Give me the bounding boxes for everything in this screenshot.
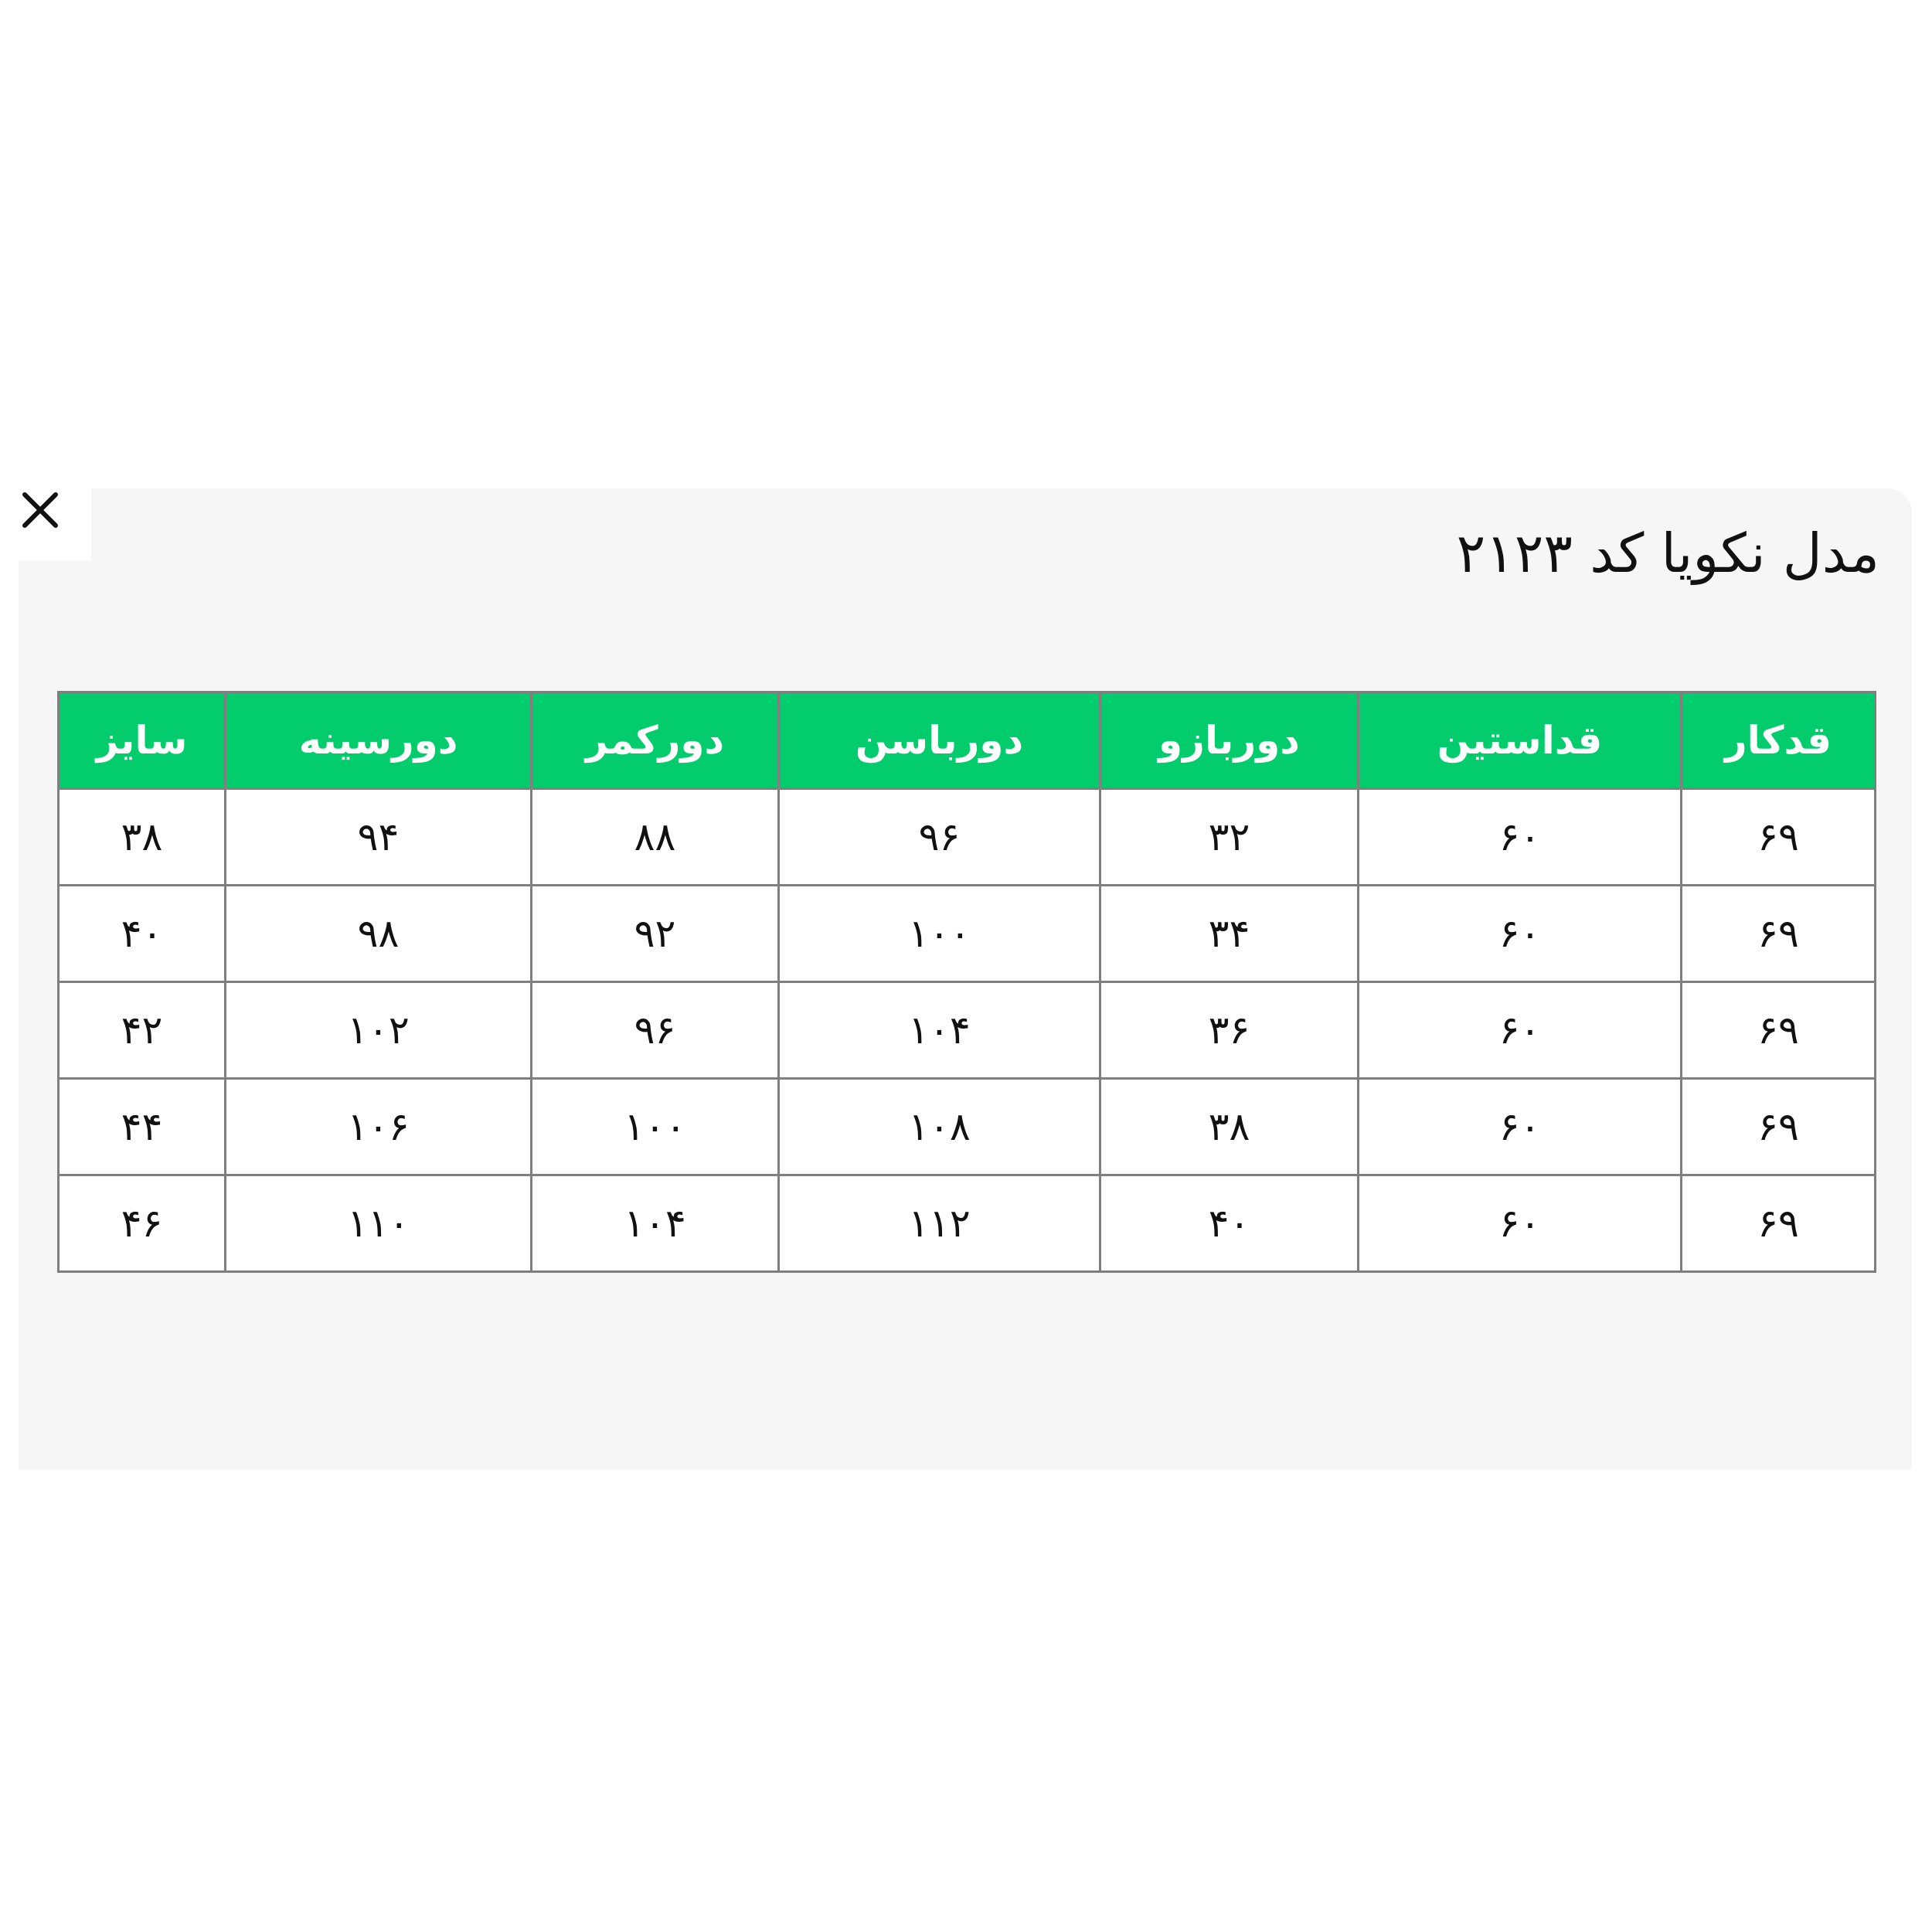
table-cell: ۳۸ (1100, 1079, 1359, 1175)
header-cell: دورسینه (226, 692, 532, 789)
close-button[interactable] (19, 488, 91, 561)
table-cell: ۹۲ (532, 886, 779, 982)
header-cell: سایز (59, 692, 226, 789)
table-cell: ۳۶ (1100, 982, 1359, 1079)
table-cell: ۹۸ (226, 886, 532, 982)
header-cell: قدکار (1682, 692, 1876, 789)
table-row (59, 1175, 1876, 1272)
table-cell: ۱۰۸ (779, 1079, 1100, 1175)
table-row (59, 982, 1876, 1079)
table-cell: ۶۰ (1359, 789, 1682, 886)
table-cell: ۹۶ (779, 789, 1100, 886)
header-cell: قداستین (1359, 692, 1682, 789)
table-cell: ۴۴ (59, 1079, 226, 1175)
modal-title: مدل نکویا کد ۲۱۲۳ (1456, 522, 1879, 585)
table-cell: ۳۸ (59, 789, 226, 886)
table-cell: ۱۰۰ (779, 886, 1100, 982)
table-cell: ۶۰ (1359, 982, 1682, 1079)
table-cell: ۸۸ (532, 789, 779, 886)
table-cell: ۶۰ (1359, 1175, 1682, 1272)
table-cell: ۴۰ (59, 886, 226, 982)
table-cell: ۴۰ (1100, 1175, 1359, 1272)
header-cell: دوربازو (1100, 692, 1359, 789)
table-row (59, 886, 1876, 982)
table-cell: ۹۴ (226, 789, 532, 886)
table-cell: ۴۶ (59, 1175, 226, 1272)
size-chart-modal (19, 488, 1912, 1470)
table-cell: ۶۰ (1359, 1079, 1682, 1175)
table-cell: ۶۹ (1682, 789, 1876, 886)
table-cell: ۳۴ (1100, 886, 1359, 982)
table-row (59, 1079, 1876, 1175)
table-cell: ۱۰۰ (532, 1079, 779, 1175)
table-cell: ۶۹ (1682, 1175, 1876, 1272)
table-cell: ۱۰۶ (226, 1079, 532, 1175)
table-cell: ۱۱۲ (779, 1175, 1100, 1272)
table-cell: ۶۹ (1682, 886, 1876, 982)
table-cell: ۱۱۰ (226, 1175, 532, 1272)
table-header-row (59, 692, 1876, 789)
table-cell: ۱۰۲ (226, 982, 532, 1079)
close-icon (19, 488, 91, 561)
table-cell: ۳۲ (1100, 789, 1359, 886)
table-cell: ۶۹ (1682, 982, 1876, 1079)
close-button-area (19, 488, 91, 561)
table-cell: ۱۰۴ (532, 1175, 779, 1272)
table-cell: ۶۰ (1359, 886, 1682, 982)
table-cell: ۴۲ (59, 982, 226, 1079)
header-cell: دورباسن (779, 692, 1100, 789)
table-cell: ۶۹ (1682, 1079, 1876, 1175)
table-cell: ۹۶ (532, 982, 779, 1079)
size-table (57, 691, 1876, 1273)
table-cell: ۱۰۴ (779, 982, 1100, 1079)
header-cell: دورکمر (532, 692, 779, 789)
table-row (59, 789, 1876, 886)
